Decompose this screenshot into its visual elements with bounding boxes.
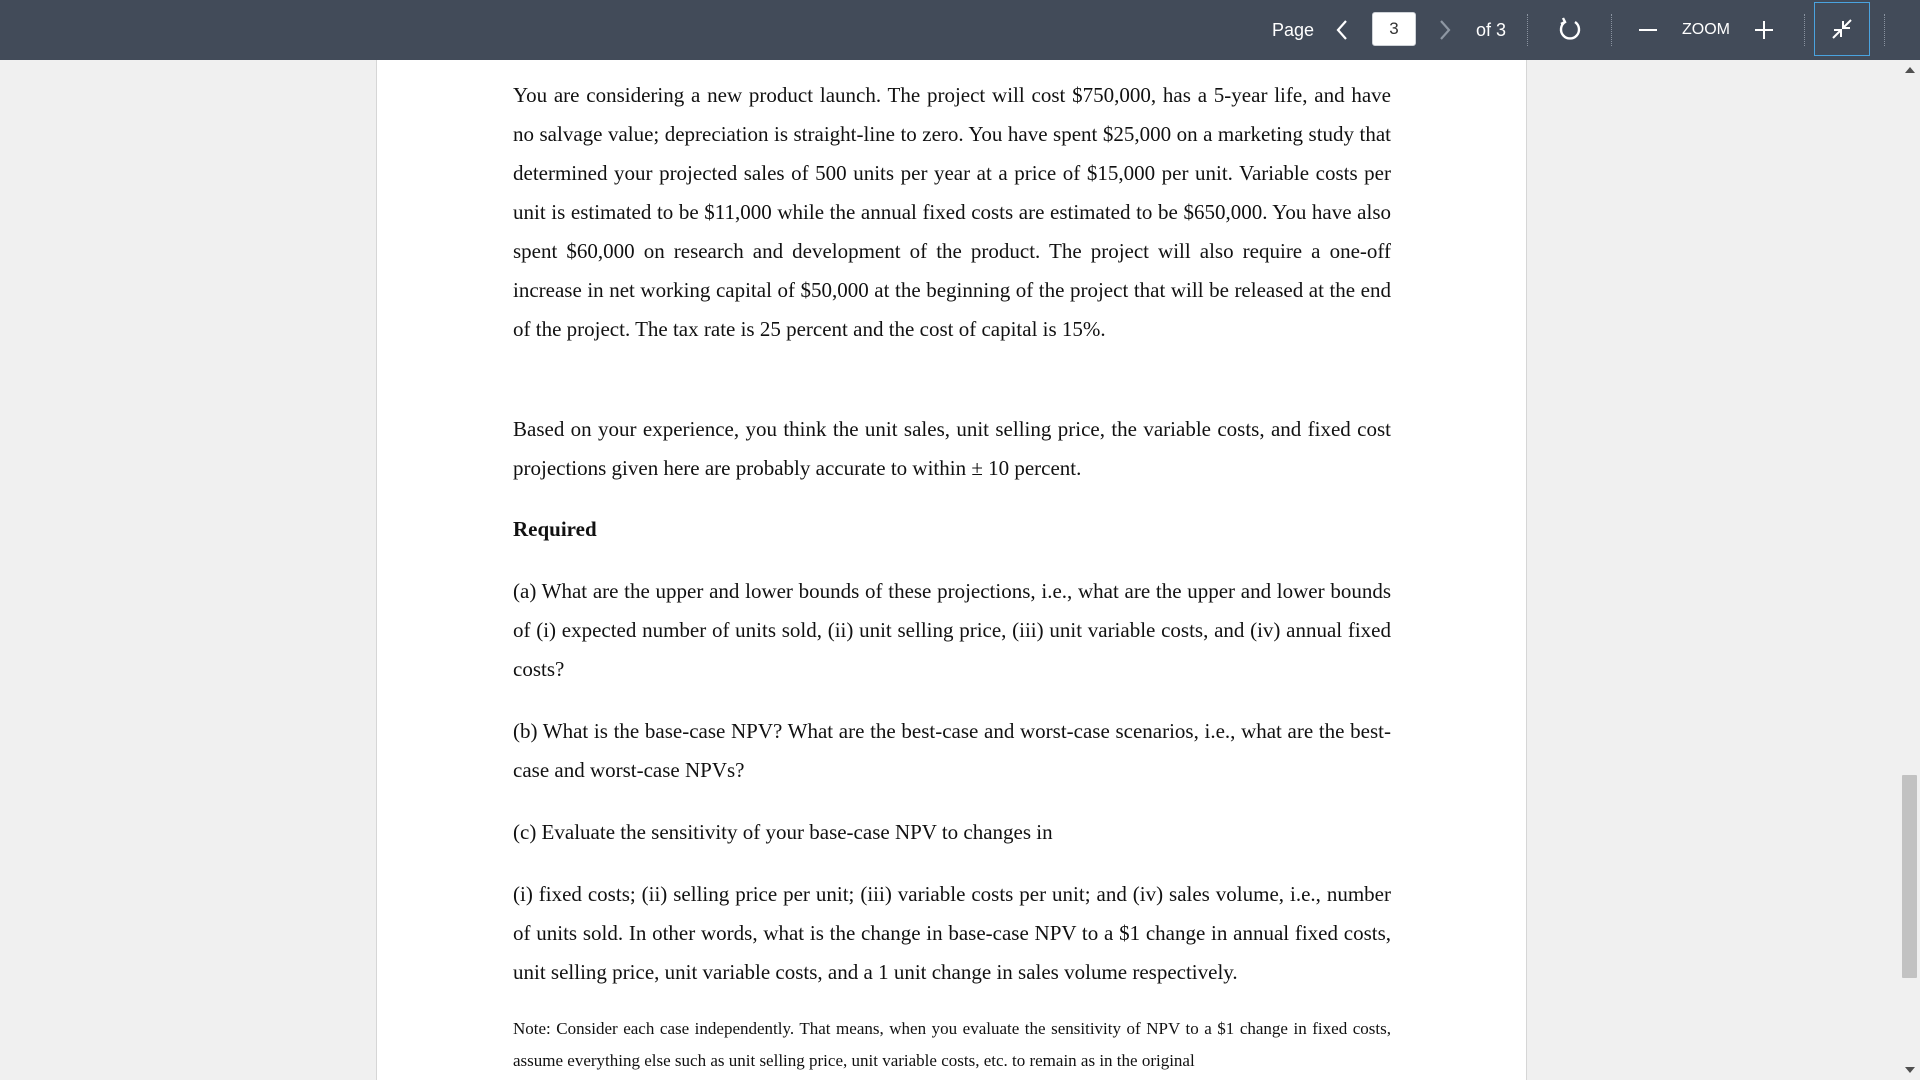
chevron-right-icon	[1438, 19, 1452, 41]
vertical-scrollbar[interactable]	[1899, 60, 1920, 1080]
plus-icon	[1754, 20, 1774, 40]
project-description-paragraph: You are considering a new product launch. The project will cost $750,000, has a 5-year life, and have no salvage value; depreciation is straight-line to zero. You have spent $25,000 on a marketing study that determined your projected sales of 500 units per year at a price of $15,000 per unit. Variable costs per unit is estimated to be $11,000 while the annual fixed costs are estimated to be $650,000. You have also spent $60,000 on research and development of the product. The project will also require a one-off increase in net working capital of $50,000 at the beginning of the project that will be released at the end of the project. The tax rate is 25 percent and the cost of capital is 15%.	[513, 83, 1391, 341]
question-a: (a) What are the upper and lower bounds of these projections, i.e., what are the upper and lower bounds of (i) expected number of units sold, (ii) unit selling price, (iii) unit variable costs, and (iv) annual fixed costs?	[513, 579, 1391, 681]
viewer-toolbar	[0, 0, 1920, 60]
zoom-out-button[interactable]	[1635, 0, 1661, 60]
previous-page-button[interactable]	[1330, 0, 1354, 60]
scrollbar-thumb[interactable]	[1902, 775, 1917, 978]
page-label: Page	[1271, 19, 1315, 40]
scroll-down-button[interactable]	[1899, 1062, 1920, 1078]
document-viewer[interactable]	[0, 60, 1920, 1080]
rotate-button[interactable]	[1552, 0, 1588, 60]
toolbar-divider	[1884, 14, 1885, 46]
zoom-in-button[interactable]	[1750, 0, 1778, 60]
toolbar-divider	[1611, 14, 1612, 46]
minus-icon	[1638, 28, 1658, 32]
rotate-icon	[1557, 17, 1583, 43]
note-paragraph: Note: Consider each case independently. That means, when you evaluate the sensitivity of NPV to a $1 change in fixed costs, assume everything else such as unit selling price, unit variable costs, etc. to remain as in the original	[513, 1019, 1391, 1070]
next-page-button[interactable]	[1433, 0, 1457, 60]
collapse-icon	[1831, 18, 1853, 40]
scroll-down-arrow-icon	[1905, 1067, 1915, 1073]
document-page	[376, 60, 1527, 1080]
zoom-label: ZOOM	[1682, 21, 1730, 38]
page-count-label: of 3	[1475, 19, 1507, 40]
page-number-input[interactable]	[1372, 12, 1416, 46]
question-c-items: (i) fixed costs; (ii) selling price per unit; (iii) variable costs per unit; and (iv) sales volume, i.e., number of units sold. In other words, what is the change in base-case NPV to a $1 change in annual fixed costs, unit selling price, unit variable costs, and a 1 unit change in sales volume respectively.	[513, 882, 1391, 984]
question-b: (b) What is the base-case NPV? What are the best-case and worst-case scenarios, i.e., what are the best-case and worst-case NPVs?	[513, 719, 1391, 782]
scroll-up-button[interactable]	[1899, 62, 1920, 78]
accuracy-paragraph: Based on your experience, you think the unit sales, unit selling price, the variable costs, and fixed cost projections given here are probably accurate to within ± 10 percent.	[513, 417, 1391, 480]
toolbar-divider	[1804, 14, 1805, 46]
question-c: (c) Evaluate the sensitivity of your base-case NPV to changes in	[513, 820, 1053, 844]
scroll-up-arrow-icon	[1905, 67, 1915, 73]
toolbar-divider	[1527, 14, 1528, 46]
required-heading: Required	[513, 517, 597, 541]
chevron-left-icon	[1335, 19, 1349, 41]
exit-fullscreen-button[interactable]	[1814, 2, 1870, 56]
